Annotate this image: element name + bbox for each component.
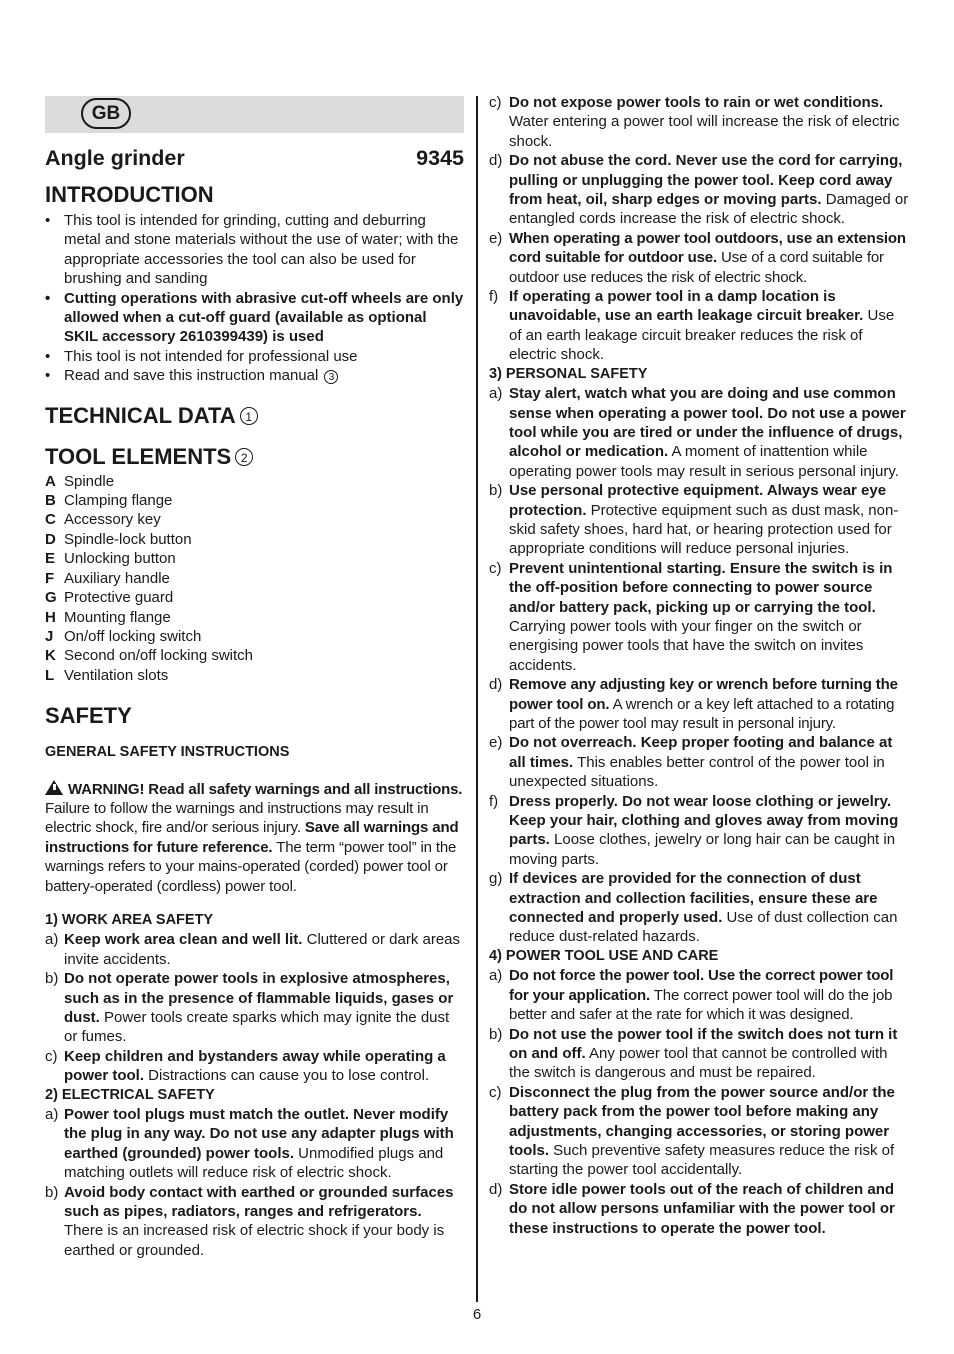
list-item: b) Do not use the power tool if the switch does not turn it on and off. Any power tool that cannot be controlled with the switch is dangerous and must be repaired.: [489, 1025, 898, 1082]
list-item: F Auxiliary handle: [45, 569, 170, 587]
figure-ref-2: 2: [235, 448, 253, 466]
list-item: f) Dress properly. Do not wear loose clothing or jewelry. Keep your hair, clothing and gloves away from moving parts. Loose clothes, jewelry or long hair can be caught in moving parts.: [489, 792, 899, 868]
list-item: b) Use personal protective equipment. Always wear eye protection. Protective equipment such as dust mask, non-skid safety shoes, hard hat, or hearing protection used for appropriate conditions will reduce personal injuries.: [489, 482, 899, 558]
list-item: d) Do not abuse the cord. Never use the cord for carrying, pulling or unplugging the power tool. Keep cord away from heat, oil, sharp edges or moving parts. Damaged or entangled cords increase the risk of electric shock.: [489, 152, 909, 228]
list-item: A Spindle: [45, 472, 115, 490]
list-item: B Clamping flange: [45, 492, 173, 510]
intro-bullet: • This tool is not intended for professional use: [45, 347, 358, 365]
list-item: C Accessory key: [45, 511, 161, 529]
intro-list: [45, 211, 464, 386]
model-number: 9345: [416, 146, 464, 170]
personal-safety-heading: 3) PERSONAL SAFETY: [489, 365, 648, 382]
list-item: a) Power tool plugs must match the outlet. Never modify the plug in any way. Do not use any adapter plugs with earthed (grounded) power tools. Unmodified plugs and matching outlets will reduce risk of electric shock.: [45, 1106, 454, 1182]
list-item: J On/off locking switch: [45, 627, 202, 645]
warning-paragraph: WARNING! Read all safety warnings and all instructions. Failure to follow the warnings and instructions may result in electric shock, fire and/or serious injury. Save all warnings and instructions for future reference. The term “power tool” in the warnings refers to your mains-operated (corded) power tool or battery-operated (cordless) power tool.: [45, 780, 463, 895]
intro-bullet: • Cutting operations with abrasive cut-off wheels are only allowed when a cut-off guard (available as optional SKIL accessory 2610399439) is used: [45, 289, 464, 346]
power-tool-use-heading: 4) POWER TOOL USE AND CARE: [489, 947, 719, 964]
column-divider: [476, 96, 478, 1302]
language-badge: GB: [81, 98, 131, 129]
general-safety-heading: GENERAL SAFETY INSTRUCTIONS: [45, 744, 290, 761]
work-area-heading: 1) WORK AREA SAFETY: [45, 911, 214, 928]
list-item: d) Store idle power tools out of the reach of children and do not allow persons unfamiliar with the power tool or these instructions to operate the power tool.: [489, 1180, 895, 1237]
language-bar: [45, 96, 464, 133]
tool-elements-list: [45, 472, 464, 685]
list-item: H Mounting flange: [45, 608, 171, 626]
safety-heading: SAFETY: [45, 703, 132, 729]
list-item: c) Do not expose power tools to rain or wet conditions. Water entering a power tool will increase the risk of electric shock.: [489, 94, 900, 150]
list-item: D Spindle-lock button: [45, 530, 192, 548]
electrical-heading: 2) ELECTRICAL SAFETY: [45, 1086, 215, 1103]
title-row: [45, 146, 464, 170]
list-item: K Second on/off locking switch: [45, 647, 254, 665]
list-item: c) Keep children and bystanders away while operating a power tool. Distractions can cause you to lose control.: [45, 1047, 446, 1085]
intro-bullet: • This tool is intended for grinding, cutting and deburring metal and stone materials without the use of water; with the appropriate accessories the tool can also be used for brushing and sanding: [45, 212, 459, 288]
list-item: L Ventilation slots: [45, 666, 169, 684]
list-item: a) Do not force the power tool. Use the correct power tool for your application. The correct power tool will do the job better and safer at the rate for which it was designed.: [489, 967, 894, 1024]
list-item: E Unlocking button: [45, 550, 176, 568]
list-item: c) Disconnect the plug from the power source and/or the battery pack from the power tool before making any adjustments, changing accessories, or storing power tools. Such preventive safety measures reduce the risk of starting the power tool accidentally.: [489, 1083, 895, 1179]
figure-ref-1: 1: [240, 407, 258, 425]
left-column: [45, 96, 464, 1260]
intro-heading: INTRODUCTION: [45, 182, 214, 207]
list-item: f) If operating a power tool in a damp location is unavoidable, use an earth leakage circuit breaker. Use of an earth leakage circuit breaker reduces the risk of electric shock.: [489, 288, 895, 364]
page-title: Angle grinder: [45, 146, 185, 170]
page-number: 6: [472, 1306, 482, 1323]
list-item: e) When operating a power tool outdoors, use an extension cord suitable for outdoor use. Use of a cord suitable for outdoor use reduces the risk of electric shock.: [489, 229, 906, 286]
list-item: e) Do not overreach. Keep proper footing and balance at all times. This enables better control of the power tool in unexpected situations.: [489, 734, 893, 791]
list-item: b) Do not operate power tools in explosive atmospheres, such as in the presence of flammable liquids, gases or dust. Power tools create sparks which may ignite the dust or fumes.: [45, 970, 454, 1046]
list-item: a) Stay alert, watch what you are doing and use common sense when operating a power tool. Do not use a power tool while you are tired or under the influence of drugs, alcohol or medication. A moment of inattention while operating power tools may result in serious personal injury.: [489, 385, 906, 480]
list-item: g) If devices are provided for the connection of dust extraction and collection facilities, ensure these are connected and properly used. Use of dust collection can reduce dust-related hazards.: [489, 870, 898, 946]
list-item: d) Remove any adjusting key or wrench before turning the power tool on. A wrench or a key left attached to a rotating part of the power tool may result in personal injury.: [489, 676, 898, 732]
list-item: c) Prevent unintentional starting. Ensure the switch is in the off-position before connecting to power source and/or battery pack, picking up or carrying the tool. Carrying power tools with your finger on the switch or energising power tools that have the switch on invites accidents.: [489, 559, 893, 674]
list-item: G Protective guard: [45, 589, 174, 607]
warning-icon: [45, 780, 63, 795]
tool-elements-heading: TOOL ELEMENTS 2: [45, 444, 464, 470]
intro-bullet: • Read and save this instruction manual 3: [45, 366, 464, 385]
list-item: a) Keep work area clean and well lit. Cluttered or dark areas invite accidents.: [45, 931, 461, 968]
technical-data-heading: TECHNICAL DATA 1: [45, 403, 464, 429]
list-item: b) Avoid body contact with earthed or grounded surfaces such as pipes, radiators, ranges and refrigerators. There is an increased risk of electric shock if your body is earthed or grounded.: [45, 1183, 454, 1259]
figure-ref-3: 3: [324, 370, 338, 384]
right-column: [489, 93, 910, 1238]
